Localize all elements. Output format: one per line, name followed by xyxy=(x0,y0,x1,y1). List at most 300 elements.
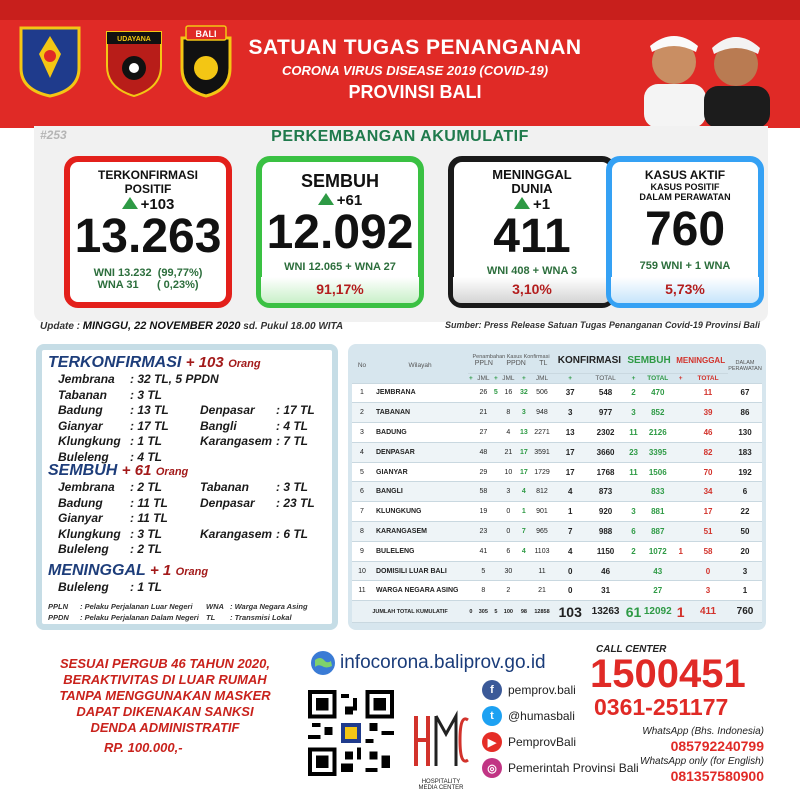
row-recovered-plus: 3 xyxy=(625,502,642,522)
row-region: KARANGASEM xyxy=(372,522,468,542)
confirmed-delta-value: +103 xyxy=(140,196,175,213)
col-deaths-total: TOTAL xyxy=(688,373,728,383)
pergub-line: TANPA MENGGUNAKAN MASKER xyxy=(59,688,271,703)
confirmed-detail-region: Jembrana xyxy=(58,372,115,386)
row-treated: 86 xyxy=(728,403,762,423)
source-line: Sumber: Press Release Satuan Tugas Penanganan Covid-19 Provinsi Bali xyxy=(445,320,760,330)
row-tl-jml: 506 xyxy=(530,383,554,403)
row-ppdn-jml: 21 xyxy=(499,442,518,462)
confirmed-detail-head-label: TERKONFIRMASI xyxy=(48,354,182,371)
row-deaths-total: 11 xyxy=(688,383,728,403)
row-recovered-plus: 2 xyxy=(625,541,642,561)
call-center-number-2[interactable]: 0361-251177 xyxy=(594,694,729,720)
col-ppdn-jml: JML xyxy=(499,373,518,383)
recovered-total: 12.092 xyxy=(266,206,414,259)
row-confirmed-plus: 0 xyxy=(554,561,586,581)
row-no: 4 xyxy=(352,442,372,462)
row-tl-jml: 21 xyxy=(530,581,554,601)
col-added-label: Penambahan Kasus Konfirmasi xyxy=(472,354,550,361)
police-logo-text: BALI xyxy=(195,29,217,39)
row-tl-jml: 1103 xyxy=(530,541,554,561)
total-ppln-plus: 0 xyxy=(468,601,474,623)
row-region: WARGA NEGARA ASING xyxy=(372,581,468,601)
row-recovered-total: 27 xyxy=(642,581,673,601)
total-ppdn-jml: 100 xyxy=(499,601,518,623)
row-confirmed-total: 2302 xyxy=(586,423,624,443)
recovered-detail-value: : 23 TL xyxy=(276,495,315,510)
row-tl-plus xyxy=(518,581,530,601)
row-confirmed-plus: 17 xyxy=(554,462,586,482)
row-ppln-jml: 8 xyxy=(474,581,493,601)
col-tl-plus: + xyxy=(518,373,530,383)
row-confirmed-total: 920 xyxy=(586,502,624,522)
recovered-detail-head-unit: Orang xyxy=(155,466,189,478)
row-no: 3 xyxy=(352,423,372,443)
total-ppdn-plus: 5 xyxy=(493,601,499,623)
total-recovered: 12092 xyxy=(642,601,673,623)
row-recovered-total: 852 xyxy=(642,403,673,423)
table-row xyxy=(352,502,762,522)
row-deaths-plus: 1 xyxy=(673,541,688,561)
table-row xyxy=(352,423,762,443)
deaths-percent: 3,10% xyxy=(453,277,611,303)
table-row xyxy=(352,561,762,581)
total-deaths: 411 xyxy=(688,601,728,623)
row-confirmed-total: 31 xyxy=(586,581,624,601)
row-recovered-plus: 6 xyxy=(625,522,642,542)
row-recovered-plus: 11 xyxy=(625,423,642,443)
row-tl-plus: 17 xyxy=(518,442,530,462)
col-recovered-plus: + xyxy=(625,373,642,383)
header-banner xyxy=(0,0,800,128)
recovered-detail-region: Buleleng xyxy=(58,542,109,556)
qr-code[interactable] xyxy=(308,690,394,776)
row-tl-jml: 3591 xyxy=(530,442,554,462)
row-region: DENPASAR xyxy=(372,442,468,462)
confirmed-detail-value: : 7 TL xyxy=(276,434,308,448)
row-region: GIANYAR xyxy=(372,462,468,482)
row-deaths-total: 34 xyxy=(688,482,728,502)
row-ppdn-jml: 16 xyxy=(499,383,518,403)
confirmed-detail-region: Buleleng xyxy=(58,449,109,464)
row-ppdn-jml: 10 xyxy=(499,462,518,482)
row-no: 10 xyxy=(352,561,372,581)
row-confirmed-plus: 1 xyxy=(554,502,586,522)
table-row xyxy=(352,383,762,403)
row-region: TABANAN xyxy=(372,403,468,423)
row-confirmed-total: 3660 xyxy=(586,442,624,462)
social-link-facebook[interactable] xyxy=(482,680,576,700)
recovered-label: SEMBUH xyxy=(300,171,379,191)
pergub-line: DENDA ADMINISTRATIF xyxy=(90,720,240,735)
confirmed-card xyxy=(64,156,232,308)
row-recovered-total: 881 xyxy=(642,502,673,522)
deaths-label-1: MENINGGAL xyxy=(492,167,572,182)
row-ppln-jml: 19 xyxy=(474,502,493,522)
row-ppln-jml: 27 xyxy=(474,423,493,443)
row-deaths-total: 58 xyxy=(688,541,728,561)
active-label-1: KASUS AKTIF xyxy=(644,168,726,182)
row-recovered-plus xyxy=(625,482,642,502)
row-deaths-plus xyxy=(673,561,688,581)
total-confirmed: 13263 xyxy=(586,601,624,623)
row-ppdn-plus: 5 xyxy=(493,383,499,403)
pergub-line: BERAKTIVITAS DI LUAR RUMAH xyxy=(63,672,267,687)
row-treated: 130 xyxy=(728,423,762,443)
row-recovered-total: 887 xyxy=(642,522,673,542)
row-deaths-plus xyxy=(673,522,688,542)
row-ppdn-jml: 6 xyxy=(499,541,518,561)
table-total-row xyxy=(352,601,762,623)
website-link[interactable]: infocorona.baliprov.go.id xyxy=(340,652,546,673)
row-treated: 1 xyxy=(728,581,762,601)
confirmed-detail-head-unit: Orang xyxy=(228,358,261,370)
recovered-detail-value: : 6 TL xyxy=(276,526,308,541)
police-bali-logo xyxy=(170,24,242,98)
legend-value: : Warga Negara Asing xyxy=(230,602,308,611)
confirmed-detail-region: Bangli xyxy=(200,418,237,433)
col-confirmed-total: TOTAL xyxy=(586,373,624,383)
recovered-detail-value: : 11 TL xyxy=(130,511,168,525)
row-deaths-total: 3 xyxy=(688,581,728,601)
row-confirmed-total: 873 xyxy=(586,482,624,502)
row-deaths-plus xyxy=(673,502,688,522)
confirmed-detail-value: : 13 TL xyxy=(130,403,169,417)
region-table-body xyxy=(352,383,762,601)
recovered-detail-value: : 11 TL xyxy=(130,495,168,510)
total-confirmed-plus: 103 xyxy=(554,601,586,623)
row-deaths-plus xyxy=(673,462,688,482)
row-tl-plus: 32 xyxy=(518,383,530,403)
confirmed-total: 13.263 xyxy=(74,210,222,263)
row-ppdn-jml: 0 xyxy=(499,522,518,542)
row-ppdn-jml: 4 xyxy=(499,423,518,443)
row-confirmed-plus: 17 xyxy=(554,442,586,462)
confirmed-detail-value: : 3 TL xyxy=(130,387,162,402)
up-arrow-icon xyxy=(122,197,138,209)
col-ppln: PPLN xyxy=(474,360,493,368)
confirmed-detail-region: Badung xyxy=(58,403,103,417)
row-tl-plus: 1 xyxy=(518,502,530,522)
row-deaths-total: 0 xyxy=(688,561,728,581)
confirmed-detail-value: : 17 TL xyxy=(130,418,169,433)
row-confirmed-plus: 3 xyxy=(554,403,586,423)
confirmed-detail-value: : 32 TL, 5 PPDN xyxy=(130,372,219,386)
row-treated: 3 xyxy=(728,561,762,581)
row-deaths-plus xyxy=(673,403,688,423)
legend-key: PPDN xyxy=(48,613,69,622)
row-tl-plus: 7 xyxy=(518,522,530,542)
recovered-detail-region: Karangasem xyxy=(200,526,273,541)
row-no: 8 xyxy=(352,522,372,542)
instagram-icon: ◎ xyxy=(482,758,502,778)
row-ppdn-jml: 0 xyxy=(499,502,518,522)
row-confirmed-plus: 4 xyxy=(554,541,586,561)
col-confirmed-plus: + xyxy=(554,373,586,383)
hospitality-media-center-logo xyxy=(410,710,472,791)
table-row xyxy=(352,462,762,482)
recovered-detail-region: Klungkung xyxy=(58,526,121,541)
death-detail-region: Buleleng xyxy=(58,580,109,594)
recovered-detail-value: : 2 TL xyxy=(130,480,162,494)
confirmed-detail-value: : 1 TL xyxy=(130,434,162,448)
total-label: JUMLAH TOTAL KUMULATIF xyxy=(352,601,468,623)
confirmed-detail-region: Klungkung xyxy=(58,434,121,448)
col-added xyxy=(468,349,554,373)
header-title xyxy=(240,36,590,103)
col-no: No xyxy=(352,349,372,383)
row-tl-jml: 2271 xyxy=(530,423,554,443)
issue-number: #253 xyxy=(40,128,67,142)
update-line xyxy=(40,320,343,332)
confirmed-detail-region: Tabanan xyxy=(58,387,107,402)
confirmed-detail-value: : 4 TL xyxy=(276,418,308,433)
table-row xyxy=(352,541,762,561)
whatsapp-number-indonesia[interactable]: 085792240799 xyxy=(670,738,764,754)
legend-value: : Pelaku Perjalanan Luar Negeri xyxy=(80,602,193,611)
row-confirmed-plus: 7 xyxy=(554,522,586,542)
fine-amount: RP. 100.000,- xyxy=(104,740,183,755)
recovered-detail-region: Gianyar xyxy=(58,511,103,525)
row-deaths-plus xyxy=(673,442,688,462)
row-recovered-plus: 2 xyxy=(625,383,642,403)
active-split: 759 WNI + 1 WNA xyxy=(639,260,731,272)
table-row xyxy=(352,482,762,502)
row-tl-plus: 13 xyxy=(518,423,530,443)
row-region: BANGLI xyxy=(372,482,468,502)
confirmed-detail-region: Karangasem xyxy=(200,434,273,448)
confirmed-detail-value: : 17 TL xyxy=(276,403,315,417)
col-deaths: MENINGGAL xyxy=(673,349,728,373)
row-no: 9 xyxy=(352,541,372,561)
col-tl: TL xyxy=(539,360,548,368)
total-ppln-jml: 305 xyxy=(474,601,493,623)
udayana-logo xyxy=(98,24,170,98)
recovered-detail-head-count: + 61 xyxy=(121,462,152,479)
call-center-number[interactable]: 1500451 xyxy=(590,652,746,696)
table-row xyxy=(352,522,762,542)
row-deaths-total: 39 xyxy=(688,403,728,423)
row-ppln-jml: 41 xyxy=(474,541,493,561)
row-treated: 183 xyxy=(728,442,762,462)
row-recovered-plus xyxy=(625,581,642,601)
update-date: MINGGU, 22 NOVEMBER 2020 xyxy=(82,320,241,332)
death-detail-head xyxy=(48,562,208,580)
row-tl-jml: 11 xyxy=(530,561,554,581)
col-ppln-plus: + xyxy=(469,374,473,382)
globe-icon xyxy=(310,650,336,681)
row-recovered-plus xyxy=(625,561,642,581)
row-ppln-jml: 48 xyxy=(474,442,493,462)
row-confirmed-total: 46 xyxy=(586,561,624,581)
row-tl-plus: 4 xyxy=(518,541,530,561)
row-tl-jml: 901 xyxy=(530,502,554,522)
recovered-detail-value: : 3 TL xyxy=(276,480,308,494)
row-confirmed-total: 548 xyxy=(586,383,624,403)
header-title-line3: PROVINSI BALI xyxy=(348,82,482,102)
table-row xyxy=(352,581,762,601)
row-region: JEMBRANA xyxy=(372,383,468,403)
deaths-total: 411 xyxy=(493,210,571,263)
row-recovered-total: 833 xyxy=(642,482,673,502)
pergub-line: SESUAI PERGUB 46 TAHUN 2020, xyxy=(60,656,270,671)
row-recovered-total: 470 xyxy=(642,383,673,403)
col-deaths-plus: + xyxy=(673,373,688,383)
row-ppln-jml: 26 xyxy=(474,383,493,403)
facebook-icon: f xyxy=(482,680,502,700)
death-detail-head-count: + 1 xyxy=(149,562,172,579)
total-tl-jml: 12858 xyxy=(530,601,554,623)
accumulative-title: PERKEMBANGAN AKUMULATIF xyxy=(271,128,529,145)
row-treated: 192 xyxy=(728,462,762,482)
row-no: 7 xyxy=(352,502,372,522)
row-no: 1 xyxy=(352,383,372,403)
whatsapp-label-english: WhatsApp only (for English) xyxy=(640,756,764,767)
total-recovered-plus: 61 xyxy=(625,601,642,623)
social-label: Pemerintah Provinsi Bali xyxy=(508,761,639,775)
confirmed-detail-region: Denpasar xyxy=(200,403,255,417)
recovered-detail-region: Denpasar xyxy=(200,495,255,510)
col-tl-jml: JML xyxy=(530,373,554,383)
recovered-percent: 91,17% xyxy=(261,277,419,303)
col-ppln-jml: JML xyxy=(474,373,493,383)
death-detail-value: : 1 TL xyxy=(130,580,162,594)
table-row xyxy=(352,403,762,423)
col-confirmed: KONFIRMASI xyxy=(554,349,625,373)
active-label-3: DALAM PERAWATAN xyxy=(639,192,731,202)
row-recovered-plus: 3 xyxy=(625,403,642,423)
hmc-line1: HOSPITALITY xyxy=(421,779,461,785)
total-tl-plus: 98 xyxy=(518,601,530,623)
row-ppdn-jml: 8 xyxy=(499,403,518,423)
active-percent: 5,73% xyxy=(611,277,759,303)
pergub-line: DAPAT DIKENAKAN SANKSI xyxy=(76,704,254,719)
legend-key: PPLN xyxy=(48,602,69,611)
hmc-line2: MEDIA CENTER xyxy=(418,785,464,791)
update-suffix: sd. Pukul 18.00 WITA xyxy=(243,321,344,332)
confirmed-wna: WNA 31 ( 0,23%) xyxy=(97,279,199,291)
row-recovered-total: 1506 xyxy=(642,462,673,482)
youtube-icon: ▶ xyxy=(482,732,502,752)
row-deaths-total: 70 xyxy=(688,462,728,482)
total-treated: 760 xyxy=(728,601,762,623)
row-ppln-jml: 58 xyxy=(474,482,493,502)
whatsapp-number-english[interactable]: 081357580900 xyxy=(670,768,764,784)
row-treated: 22 xyxy=(728,502,762,522)
col-region: Wilayah xyxy=(372,349,468,383)
row-treated: 20 xyxy=(728,541,762,561)
row-tl-plus: 4 xyxy=(518,482,530,502)
row-confirmed-plus: 4 xyxy=(554,482,586,502)
row-ppdn-jml: 30 xyxy=(499,561,518,581)
row-treated: 50 xyxy=(728,522,762,542)
col-recovered: SEMBUH xyxy=(625,349,673,373)
call-center-label: CALL CENTER xyxy=(596,644,667,655)
row-deaths-total: 17 xyxy=(688,502,728,522)
recovered-detail-region: Jembrana xyxy=(58,480,115,494)
header-title-line1: SATUAN TUGAS PENANGANAN xyxy=(248,36,582,59)
pergub-notice xyxy=(34,656,296,736)
col-ppdn: PPDN xyxy=(506,360,526,368)
row-tl-jml: 948 xyxy=(530,403,554,423)
row-region: KLUNGKUNG xyxy=(372,502,468,522)
row-confirmed-plus: 0 xyxy=(554,581,586,601)
row-ppdn-jml: 3 xyxy=(499,482,518,502)
officials-photo xyxy=(604,12,800,128)
row-deaths-plus xyxy=(673,423,688,443)
row-recovered-total: 2126 xyxy=(642,423,673,443)
update-prefix: Update : xyxy=(40,321,80,332)
legend-value: : Transmisi Lokal xyxy=(230,613,292,622)
row-treated: 6 xyxy=(728,482,762,502)
up-arrow-icon xyxy=(318,193,334,205)
row-tl-jml: 1729 xyxy=(530,462,554,482)
legend-key: TL xyxy=(206,613,216,622)
whatsapp-label-indonesia: WhatsApp (Bhs. Indonesia) xyxy=(642,726,764,737)
row-tl-jml: 965 xyxy=(530,522,554,542)
table-row xyxy=(352,442,762,462)
recovered-detail-region: Badung xyxy=(58,495,103,510)
row-tl-plus xyxy=(518,561,530,581)
social-link-twitter[interactable] xyxy=(482,706,575,726)
row-deaths-total: 82 xyxy=(688,442,728,462)
recovered-detail-value: : 3 TL xyxy=(130,526,162,541)
row-ppdn-jml: 2 xyxy=(499,581,518,601)
social-label: PemprovBali xyxy=(508,735,577,749)
header-title-line2: CORONA VIRUS DISEASE 2019 (COVID-19) xyxy=(281,63,549,78)
confirmed-detail-region: Gianyar xyxy=(58,418,103,433)
row-ppln-jml: 23 xyxy=(474,522,493,542)
deaths-delta-value: +1 xyxy=(532,196,551,213)
col-ppdn-plus: + xyxy=(493,374,498,382)
row-tl-plus: 3 xyxy=(518,403,530,423)
recovered-detail-region: Tabanan xyxy=(200,480,249,494)
udayana-logo-text: UDAYANA xyxy=(117,36,151,43)
row-confirmed-plus: 37 xyxy=(554,383,586,403)
region-table xyxy=(352,349,762,623)
recovered-detail-head-label: SEMBUH xyxy=(48,462,118,479)
social-link-youtube[interactable] xyxy=(482,732,576,752)
row-treated: 67 xyxy=(728,383,762,403)
active-total: 760 xyxy=(644,203,726,256)
row-tl-plus: 17 xyxy=(518,462,530,482)
recovered-detail-value: : 2 TL xyxy=(130,542,162,556)
recovered-detail-head xyxy=(48,462,188,480)
row-tl-jml: 812 xyxy=(530,482,554,502)
row-region: BULELENG xyxy=(372,541,468,561)
death-detail-head-unit: Orang xyxy=(175,566,209,578)
row-ppln-jml: 5 xyxy=(474,561,493,581)
row-confirmed-total: 977 xyxy=(586,403,624,423)
row-deaths-plus xyxy=(673,581,688,601)
row-confirmed-total: 1768 xyxy=(586,462,624,482)
confirmed-detail-head-count: + 103 xyxy=(185,354,224,371)
twitter-icon: t xyxy=(482,706,502,726)
row-region: BADUNG xyxy=(372,423,468,443)
total-deaths-plus: 1 xyxy=(673,601,688,623)
col-treated: DALAM PERAWATAN xyxy=(728,349,762,383)
bali-province-logo xyxy=(14,24,86,98)
legend-key: WNA xyxy=(206,602,224,611)
row-confirmed-plus: 13 xyxy=(554,423,586,443)
social-label: pemprov.bali xyxy=(508,683,576,697)
row-no: 5 xyxy=(352,462,372,482)
active-label-2: KASUS POSITIF xyxy=(650,182,720,192)
row-recovered-plus: 11 xyxy=(625,462,642,482)
row-region: DOMISILI LUAR BALI xyxy=(372,561,468,581)
row-recovered-plus: 23 xyxy=(625,442,642,462)
confirmed-label-1: TERKONFIRMASI xyxy=(98,168,198,182)
